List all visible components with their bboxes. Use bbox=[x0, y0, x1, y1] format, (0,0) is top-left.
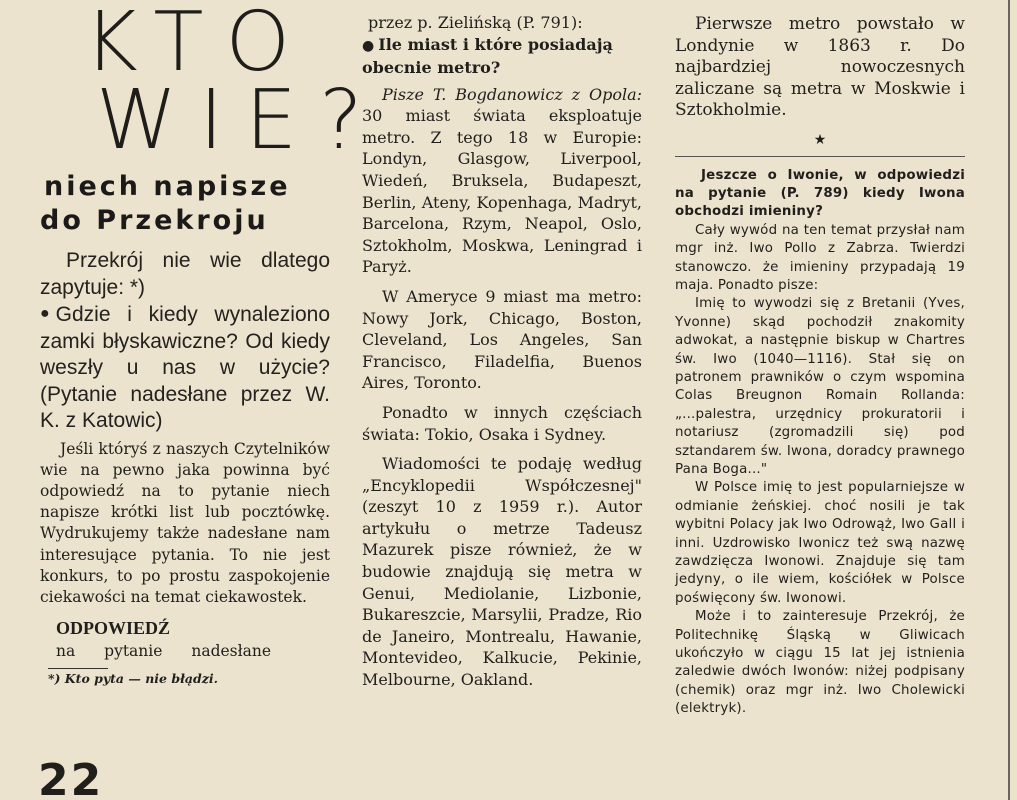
metro-conclusion: Pierwsze metro powstało w Londynie w 1863 r. Do najbardziej nowoczesnych zaliczane są metra w Moskwie i Sztokholmie. bbox=[675, 14, 965, 120]
subheadline-line-2: do Przekroju bbox=[40, 205, 269, 236]
middle-column bbox=[362, 0, 642, 691]
answer-paragraph-4: Wiadomości te podaję według „Encyklopedii Współczesnej" (zeszyt 10 z 1959 r.). Autor artykułu o metrze Tadeusz Mazurek pisze również, że w budowie znajdują się metra w Genui, Mediolanie, Lizbonie, Bukareszcie, Marsylii, Pradze, Rio de Janeiro, Montrealu, Hawanie, Montevideo, Kalkucie, Pekinie, Melbourne, Oakland. bbox=[362, 454, 642, 690]
instructions-text: Jeśli któryś z naszych Czytelników wie na pewno jaka powinna być odpowiedź na to pytanie niech napisze krótki list lub pocztówkę. Wydrukujemy także nadesłane nam interesujące pytania. To nie jest konkurs, to po prostu zaspokojenie ciekawości na temat ciekawostek. bbox=[40, 439, 330, 606]
iwona-paragraph-2: Imię to wywodzi się z Bretanii (Yves, Yvonne) skąd pochodził znakomity adwokat, a następnie biskup w Chartres św. Iwo (1040—1116). Stał się on patronem prawników o czym wspomina Colas Breugnon Romain Rollanda: „...palestra, urzędnicy prokuratorii i notariusz (zgromadzili się) pod sztandarem św. Iwona, doradcy prawnego Pana Boga..." bbox=[675, 296, 965, 477]
footnote-divider bbox=[48, 668, 108, 669]
middle-intro-line: przez p. Zielińską (P. 791): bbox=[368, 13, 583, 32]
metro-question bbox=[362, 34, 642, 78]
iwona-paragraph-4: Może i to zainteresuje Przekrój, że Politechnikę Śląską w Gliwicach ukończyło w ciągu 15 lat jej istnienia zaledwie dwóch Iwonów: niżej podpisany (chemik) oraz mgr inż. Iwo Cholewicki (elektryk). bbox=[675, 609, 965, 717]
answer-paragraph-1 bbox=[362, 84, 642, 278]
answer-text-1: 30 miast świata eksploatuje metro. Z tego 18 w Europie: Londyn, Glasgow, Liverpool, Wiedeń, Bruksela, Budapeszt, Berlin, Ateny, Kopenhaga, Madryt, Barcelona, Rzym, Neapol, Oslo, Sztokholm, Moskwa, Leningrad i Paryż. bbox=[362, 106, 642, 277]
metro-question-text: Ile miast i które posiadają obecnie metro? bbox=[362, 34, 613, 77]
bullet-icon: ● bbox=[362, 37, 375, 54]
bullet-icon: ● bbox=[40, 305, 50, 322]
section-divider bbox=[675, 156, 965, 157]
iwona-paragraph-1: Cały wywód na ten temat przysłał nam mgr inż. Iwo Pollo z Zabrza. Twierdzi stanowczo. że imieniny przypadają 19 maja. Ponadto pisze: bbox=[675, 222, 965, 293]
question-text: Gdzie i kiedy wynaleziono zamki błyskawiczne? Od kiedy weszły u nas w użycie? (Pytanie nadesłane przez W. K. z Katowic) bbox=[40, 303, 330, 432]
headline-line-1: KTO bbox=[84, 0, 313, 90]
iwona-heading: Jeszcze o Iwonie, w odpowiedzi na pytanie (P. 789) kiedy Iwona obchodzi imieniny? bbox=[675, 167, 965, 220]
page-edge-line bbox=[1008, 0, 1010, 800]
answer-paragraph-3: Ponadto w innych częściach świata: Tokio, Osaka i Sydney. bbox=[362, 402, 642, 444]
star-separator-icon: ★ bbox=[813, 131, 827, 148]
answer-heading: ODPOWIEDŹ bbox=[56, 618, 171, 639]
question-paragraph bbox=[40, 301, 330, 435]
subheadline-line-1: niech napisze bbox=[44, 171, 291, 202]
answer-subheading: na pytanie nadesłane bbox=[56, 642, 272, 661]
intro-text: Przekrój nie wie dlatego zapytuje: *) bbox=[40, 249, 330, 299]
answer-author: Pisze T. Bogdanowicz z Opola: bbox=[382, 84, 642, 104]
headline-line-2: WIE? bbox=[96, 73, 385, 168]
page-number: 22 bbox=[38, 755, 104, 800]
iwona-paragraph-3: W Polsce imię to jest popularniejsze w odmianie żeńskiej. choć nosili je tak wybitni Polacy jak Iwo Odrowąż, Iwo Gall i inni. Uzdrowisko Iwonicz też swą nazwę zawdzięcza Iwonowi. Znajduje się tam jedyny, o ile wiem, kościółek w Polsce poświęcony św. Iwonowi. bbox=[675, 480, 965, 606]
right-column bbox=[675, 0, 965, 719]
left-column bbox=[40, 0, 385, 687]
footnote: *) Kto pyta — nie błądzi. bbox=[48, 671, 218, 687]
answer-paragraph-2: W Ameryce 9 miast ma metro: Nowy Jork, Chicago, Boston, Cleveland, Los Angeles, San Francisco, Filadelfia, Buenos Aires, Toronto. bbox=[362, 286, 642, 393]
